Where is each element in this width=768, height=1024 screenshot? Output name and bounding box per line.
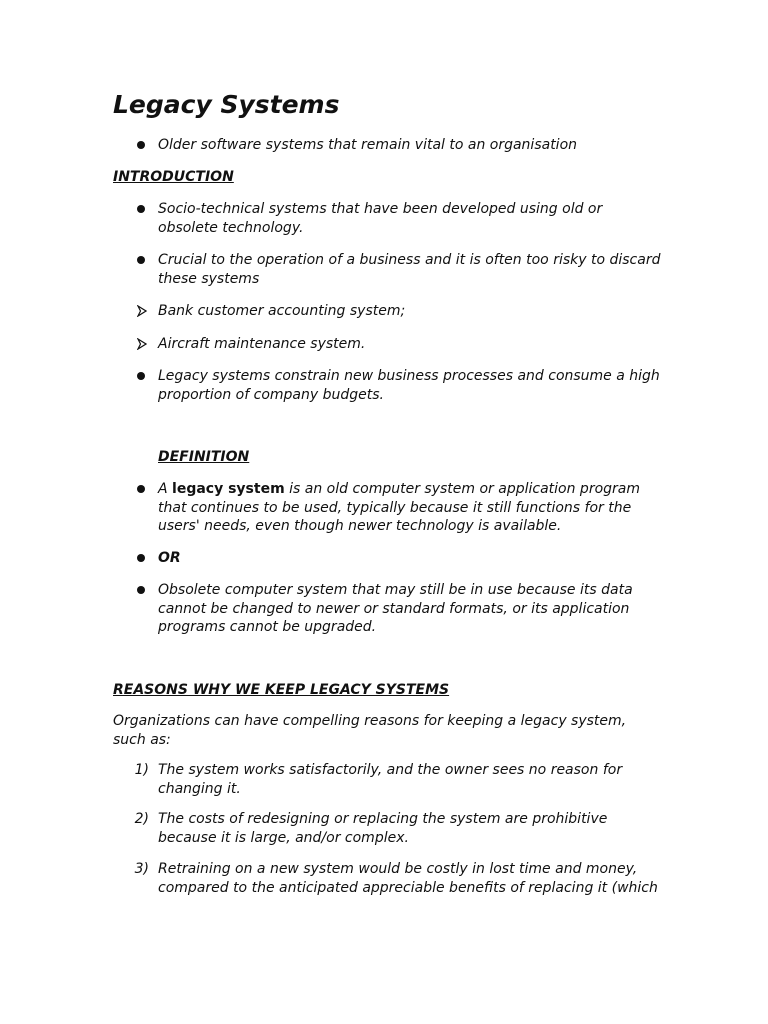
introduction-item: Crucial to the operation of a business and it is often too risky to discard these systems: [158, 252, 661, 287]
definition-or-label: OR: [158, 550, 181, 566]
definition-item: Obsolete computer system that may still be in use because its data cannot be changed to newer or standard formats, or its application programs cannot be upgraded.: [158, 582, 633, 635]
list-number: 1): [134, 762, 149, 778]
bullet-dot-icon: [137, 367, 145, 380]
arrow-bullet-icon: [137, 335, 147, 350]
introduction-heading: INTRODUCTION: [113, 169, 234, 185]
bullet-dot-icon: [137, 480, 145, 493]
bullet-dot-icon: [137, 136, 145, 149]
introduction-item: Bank customer accounting system;: [158, 303, 406, 319]
reasons-heading: REASONS WHY WE KEEP LEGACY SYSTEMS: [113, 682, 450, 698]
bullet-dot-icon: [137, 251, 145, 264]
definition-item: [158, 480, 663, 536]
introduction-item: Socio-technical systems that have been developed using old or obsolete technology.: [158, 201, 603, 236]
definition-rest: is an old computer system or application program that continues to be used, typically because it still functions for the users' needs, even though newer technology is available.: [158, 481, 640, 534]
bullet-dot-icon: [137, 200, 145, 213]
intro-bullet-text: Older software systems that remain vital to an organisation: [158, 137, 578, 153]
introduction-item: Legacy systems constrain new business processes and consume a high proportion of company budgets.: [158, 368, 660, 403]
bullet-dot-icon: [137, 549, 145, 562]
bullet-dot-icon: [137, 581, 145, 594]
reasons-item: The costs of redesigning or replacing the system are prohibitive because it is large, and/or complex.: [158, 811, 608, 846]
arrow-bullet-icon: [137, 302, 147, 317]
reasons-item: Retraining on a new system would be costly in lost time and money, compared to the anticipated appreciable benefits of replacing it (which: [158, 861, 658, 896]
introduction-item: Aircraft maintenance system.: [158, 336, 366, 352]
definition-heading: DEFINITION: [158, 449, 250, 465]
definition-prefix: A: [158, 481, 173, 497]
definition-term: legacy system: [172, 481, 285, 497]
list-number: 3): [134, 861, 149, 877]
list-number: 2): [134, 811, 149, 827]
reasons-intro: Organizations can have compelling reasons for keeping a legacy system, such as:: [113, 713, 627, 748]
reasons-item: The system works satisfactorily, and the owner sees no reason for changing it.: [158, 762, 623, 797]
page-title: Legacy Systems: [113, 90, 340, 119]
